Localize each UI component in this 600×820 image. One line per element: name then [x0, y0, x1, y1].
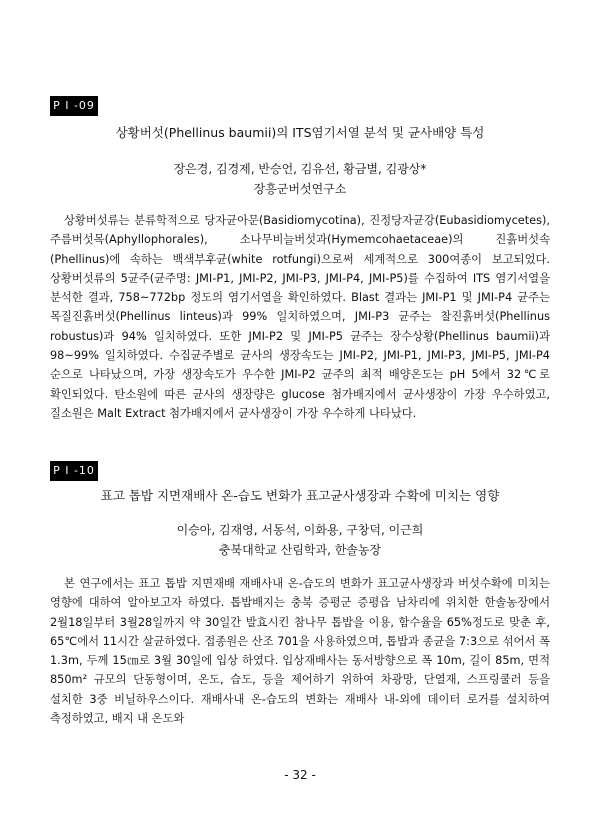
abstract-tag: P I -09 — [50, 96, 98, 116]
page-number: - 32 - — [284, 768, 316, 782]
abstract-body-text: 상황버섯류는 분류학적으로 당자균아문(Basidiomycotina), 진정당자균강(Eubasidiomycetes), 주름버섯목(Aphyllophorales), 소나무비늘버섯과(Hymemcohaetaceae)의 진흙버섯속(Phellinus)에 속하는 백색부후균(white rotfungi)으로써 세계적으로 300여종이 보고되었다. 상황버섯류의 5균주(균주명: JMI-P1, JMI-P2, JMI-P3, JMI-P4, JMI-P5)를 수집하여 ITS 염기서열을 분석한 결과, 758~772bp 정도의 염기서열을 확인하였다. Blast 결과는 JMI-P1 및 JMI-P4 균주는 목질진흙버섯(Phellinus linteus)과 99% 일치하였으며, JMI-P3 균주는 찰진흙버섯(Phellinus robustus)과 94% 일치하였다. 또한 JMI-P2 및 JMI-P5 균주는 장수상황(Phellinus baumii)과 98~99% 일치하였다. 수집균주별로 균사의 생장속도는 JMI-P2, JMI-P1, JMI-P3, JMI-P5, JMI-P4 순으로 나타났으며, 가장 생장속도가 우수한 JMI-P2 균주의 최적 배양온도는 pH 5에서 32℃로 확인되었다. 탄소원에 따른 균사의 생장량은 glucose 첨가배지에서 균사생장이 가장 우수하였고, 질소원은 Malt Extract 첨가배지에서 균사생장이 가장 우수하게 나타났다. — [50, 214, 550, 420]
abstract-title: 표고 톱밥 지면재배사 온-습도 변화가 표고균사생장과 수확에 미치는 영향 — [100, 488, 500, 503]
abstract-body-text: 본 연구에서는 표고 톱밥 지면재배 재배사내 온-습도의 변화가 표고균사생장과 버섯수확에 미치는 영향에 대하여 알아보고자 하였다. 톱밥배지는 충북 증평군 증평읍 남차리에 위치한 한솔농장에서 2월18일부터 3월28일까지 약 30일간 발효시킨 참나무 톱밥을 이용, 함수율을 65%정도로 맞춘 후, 65℃에서 11시간 살균하였다. 접종원은 산조 701을 사용하였으며, 톱밥과 종균을 7:3으로 섞어서 폭 1.3m, 두께 15㎝로 3월 30일에 입상 하였다. 입상재배사는 동서방향으로 폭 10m, 길이 85m, 면적 850m² 규모의 단동형이며, 온도, 습도, 등을 제어하기 위하여 차광망, 단열재, 스프링쿨러 등을 설치한 3중 비닐하우스이다. 재배사내 온-습도의 변화는 재배사 내-외에 데이터 로거를 설치하여 측정하였고, 배지 내 온도와 — [50, 577, 550, 726]
abstract-affiliation: 충북대학교 산림학과, 한솔농장 — [218, 543, 382, 557]
abstract-body — [50, 211, 550, 423]
abstract-affiliation: 장흥군버섯연구소 — [253, 182, 347, 196]
abstract-tag: P I -10 — [50, 461, 98, 481]
abstract-body — [50, 574, 550, 728]
abstract-title: 상황버섯(Phellinus baumii)의 ITS염기서열 분석 및 균사배양 특성 — [115, 125, 485, 140]
abstract-authors: 장은경, 김경제, 반승언, 김유선, 황금별, 김광상* — [173, 162, 427, 176]
abstract-authors: 이승아, 김재영, 서동석, 이화용, 구창덕, 이근희 — [176, 523, 424, 537]
